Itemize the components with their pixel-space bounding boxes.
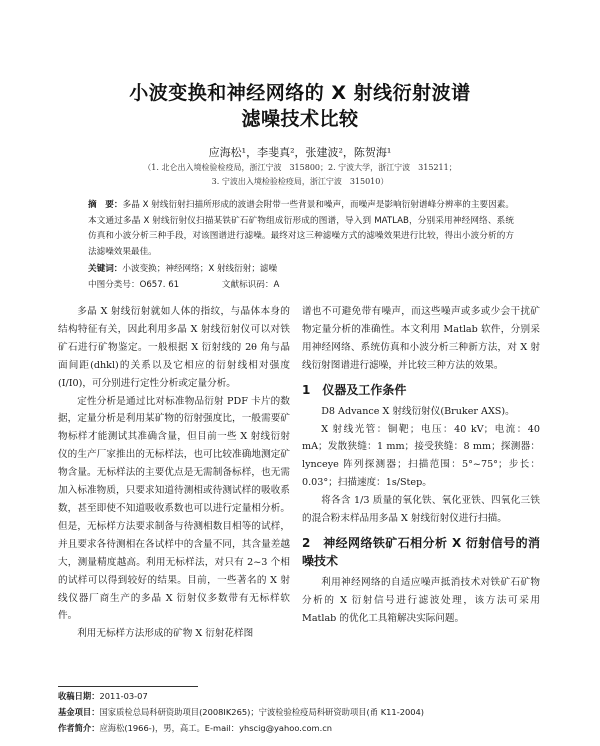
section-1-paragraph: D8 Advance X 射线衍射仪(Bruker AXS)。	[321, 405, 515, 417]
right-intro-paragraph: 谱也不可避免带有噪声，而这些噪声或多或少会干扰矿物定量分析的准确性。本文利用 Matlab 软件，分别采用神经网络、系统仿真和小波分析三种新方法，对 X 射线衍射图谱进行滤噪，并比较三种方法的效果。	[302, 306, 540, 371]
keywords-text: 小波变换；神经网络；X 射线衍射；滤噪	[122, 264, 278, 274]
footnote-author	[58, 722, 558, 734]
section-1-paragraph: 将各含 1/3 质量的氧化铁、氧化亚铁、四氧化三铁的混合粉末样品用多晶 X 射线衍射仪进行扫描。	[302, 495, 540, 525]
keywords-label: 关键词：	[88, 264, 123, 274]
keywords	[88, 262, 514, 274]
paper-title-line1: 小波变换和神经网络的 X 射线衍射波谱	[129, 82, 471, 104]
received-date: 2011-03-07	[99, 691, 148, 701]
left-paragraph: 多晶 X 射线衍射就如人体的指纹，与晶体本身的结构特征有关，因此利用多晶 X 射线衍射仪可以对铁矿石进行矿物鉴定。一般根据 X 衍射线的 2θ 角与晶面间距(dhkl)的关系以及它相应的衍射线相对强度(I/I0)，可分别进行定性分析或定量分析。	[58, 306, 290, 389]
paper-title-line2: 滤噪技术比较	[241, 108, 359, 130]
section-2-paragraph: 利用神经网络的自适应噪声抵消技术对铁矿石矿物分析的 X 衍射信号进行滤波处理，该方法可采用 Matlab 的优化工具箱解决实际问题。	[302, 576, 540, 624]
classification-line	[88, 278, 514, 290]
left-paragraph: 利用无标样方法形成的矿物 X 衍射花样图	[77, 628, 254, 640]
authors: 应海松¹，李斐真²，张建波²，陈贺海¹	[208, 146, 392, 159]
section-1-paragraph: X 射线光管：铜靶；电压：40 kV；电流：40 mA；发散狭缝：1 mm；接受狭缝：8 mm；探测器：lynceye 阵列探测器；扫描范围：5°~75°；步长：0.03°；扫描速度：1s/Step。	[302, 423, 540, 489]
footnote-received	[58, 690, 558, 702]
affiliation-line2: 3. 宁波出入境检验检疫局，浙江宁波 315010）	[211, 177, 389, 186]
affiliation-line1: （1. 北仑出入境检验检疫局，浙江宁波 315800；2. 宁波大学，浙江宁波 315211；	[143, 163, 457, 172]
section-1-heading: 1 仪器及工作条件	[302, 382, 407, 397]
abstract-label: 摘 要：	[88, 200, 123, 210]
clc-number: 中图分类号：O657. 61	[88, 280, 180, 290]
funding-text: 国家质检总局科研资助项目(2008IK265)；宁波检验检疫局科研资助项目(甬 K11-2004)	[99, 707, 425, 717]
received-label: 收稿日期：	[58, 691, 100, 701]
footnote-divider	[58, 686, 198, 687]
document-code: 文献标识码：A	[221, 280, 280, 290]
left-paragraph: 定性分析是通过比对标准物品衍射 PDF 卡片的数据，定量分析是利用某矿物的衍射强度比，一般需要矿物标样才能测试其准确含量，但目前一些 X 射线衍射仪的生产厂家推出的无标样法，也可比较准确地测定矿物含量。无标样法的主要优点是无需制备标样，也无需加入标准物质，只要求知道待测相或待测试样的吸收系数，甚至即使不知道吸收系数也可以进行定量相分析。但是，无标样方法要求制备与待测相数目相等的试样，并且要求各待测相在各试样中的含量不同，其含量差越大，测量精度越高。利用无标样法，对只有 2~3 个相的试样可以得到较好的结果。目前，一些著名的 X 射线仪器厂商生产的多晶 X 衍射仪多数带有无标样软件。	[58, 395, 290, 622]
section-2-heading: 2 神经网络铁矿石相分析 X 衍射信号的消噪技术	[302, 535, 540, 568]
funding-label: 基金项目：	[58, 707, 100, 717]
abstract-text: 多晶 X 射线衍射扫描所形成的波谱会附带一些背景和噪声，而噪声是影响衍射谱峰分辨率的主要因素。本文通过多晶 X 射线衍射仪扫描某铁矿石矿物组成衍形成的图谱，导入到 MATLAB，分别采用神经网络、系统仿真和小波分析三种手段，对该图谱进行滤噪。最终对这三种滤噪方式的滤噪效果进行比较，得出小波分析的方法滤噪效果最佳。	[88, 200, 514, 257]
footnote-funding	[58, 706, 558, 718]
left-column	[58, 303, 290, 643]
author-info-label: 作者简介：	[58, 723, 100, 733]
author-info-text: 应海松(1966-)，男，高工。E-mail：yhscig@yahoo.com.cn	[99, 723, 333, 733]
abstract	[88, 198, 514, 260]
right-column	[302, 303, 540, 628]
